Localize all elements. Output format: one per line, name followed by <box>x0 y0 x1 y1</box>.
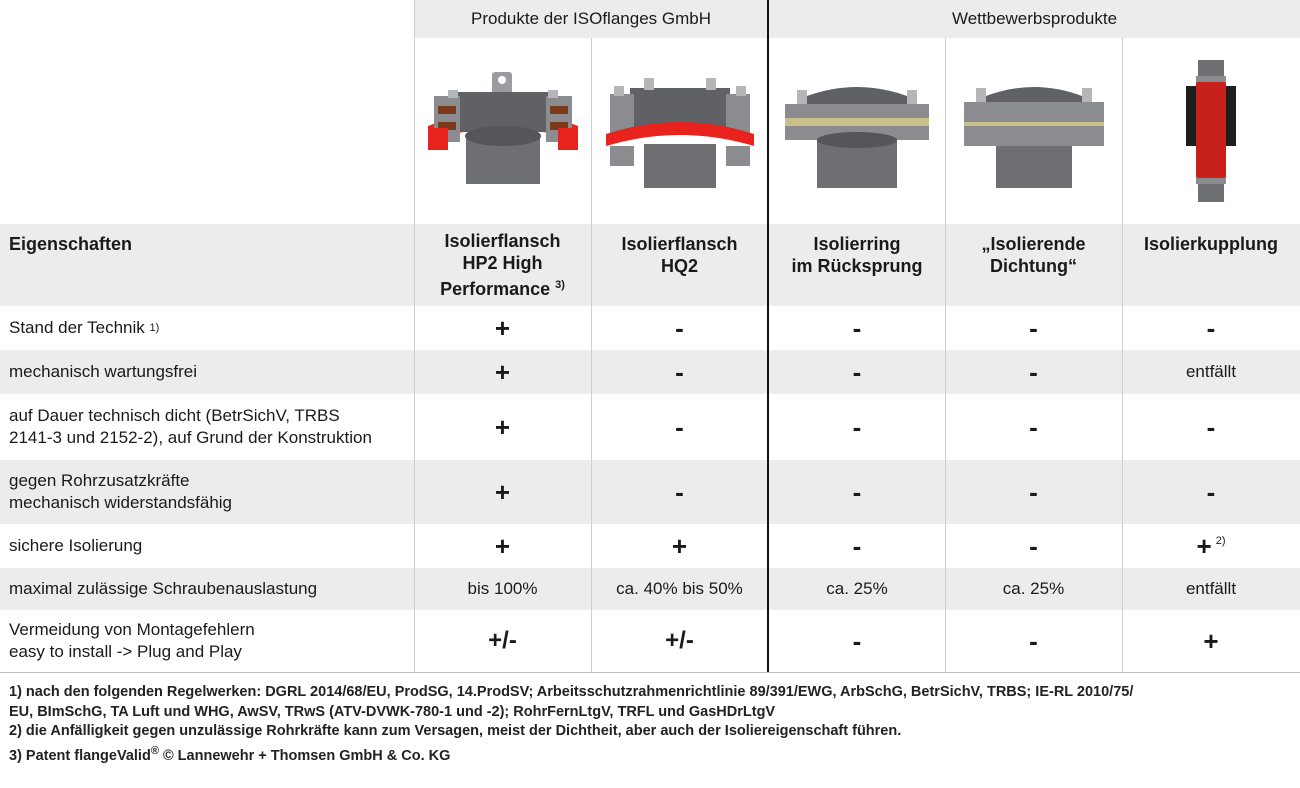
footnote-1: 1) nach den folgenden Regelwerken: DGRL 2014/68/EU, ProdSG, 14.ProdSV; Arbeitsschutzrahmenrichtlinie 89/391/EWG, ArbSchG, BetrSichV, TRBS; IE-RL 2010/75/ <box>9 684 1134 700</box>
cell-value: ca. 25% <box>1002 579 1065 598</box>
col-header-hq2: Isolierflansch HQ2 <box>621 234 738 276</box>
cell-value: - <box>852 477 862 507</box>
group-divider <box>767 0 769 672</box>
cell-value: - <box>852 531 862 561</box>
cell-value: - <box>675 412 684 442</box>
footnote-3: 3) Patent flangeValid® © Lannewehr + Thomsen GmbH & Co. KG <box>9 744 451 764</box>
cell-value: - <box>1029 477 1038 507</box>
row-label: Stand der Technik <box>9 318 145 337</box>
cell-value: - <box>675 477 684 507</box>
col-header-gasket: „Isolierende Dichtung“ <box>981 234 1086 276</box>
table-bottom-border <box>0 672 1300 673</box>
cell-value: + <box>494 412 511 442</box>
footnote-1-cont: EU, BImSchG, TA Luft und WHG, AwSV, TRwS (ATV-DVWK-780-1 und -2); RohrFernLtgV, TRFL und GasHDrLtgV <box>9 703 776 720</box>
cell-value: - <box>1029 626 1038 656</box>
cell-value: - <box>1029 531 1038 561</box>
cell-value: - <box>852 313 862 343</box>
column-divider <box>414 0 415 672</box>
row-label: auf Dauer technisch dicht (BetrSichV, TRBS 2141-3 und 2152-2), auf Grund der Konstruktion <box>9 406 372 447</box>
table-row <box>0 568 1300 610</box>
cell-value: entfällt <box>1185 579 1237 598</box>
column-divider <box>1122 38 1123 672</box>
cell-value: - <box>675 357 684 387</box>
insulating-coupling-icon <box>1166 56 1256 206</box>
product-image-hp2 <box>414 38 591 224</box>
flange-hq2-icon <box>600 66 760 196</box>
row-label: gegen Rohrzusatzkräfte mechanisch widerstandsfähig <box>9 471 233 512</box>
row-label: Vermeidung von Montagefehlern easy to install -> Plug and Play <box>9 620 255 661</box>
cell-value: + <box>1203 626 1219 656</box>
cell-value: + <box>494 531 511 561</box>
cell-value: ca. 40% bis 50% <box>616 579 743 598</box>
cell-value: - <box>852 412 862 442</box>
table-row: Stand der Technik 1) + - - - - <box>0 306 1300 350</box>
cell-value: - <box>1206 477 1216 507</box>
cell-value: + <box>494 313 511 343</box>
cell-value: +/- <box>488 627 517 654</box>
table-row <box>0 350 1300 394</box>
row-label: maximal zulässige Schraubenauslastung <box>9 579 318 598</box>
column-divider <box>945 38 946 672</box>
cell-value: - <box>852 626 862 656</box>
insulating-gasket-icon <box>954 66 1114 196</box>
footnote-2: 2) die Anfälligkeit gegen unzulässige Rohrkräfte kann zum Versagen, meist der Dichtheit, aber auch der Isoliereigenschaft führen. <box>9 723 902 739</box>
properties-header: Eigenschaften <box>9 234 133 254</box>
group-own-products <box>414 0 768 38</box>
row-label: sichere Isolierung <box>9 536 143 555</box>
product-image-hq2 <box>591 38 768 224</box>
cell-value: + <box>671 531 688 561</box>
cell-value: - <box>1029 412 1038 442</box>
flange-hp2-icon <box>418 66 588 196</box>
cell-value: bis 100% <box>467 579 538 598</box>
group-competitor-products <box>769 0 1300 38</box>
group-competitor-label: Wettbewerbsprodukte <box>951 9 1118 28</box>
cell-value: + <box>494 477 511 507</box>
footnotes <box>9 683 1294 766</box>
product-image-ring <box>769 38 945 224</box>
product-image-coupling <box>1122 38 1300 224</box>
cell-value: - <box>1029 357 1038 387</box>
cell-value: + <box>494 357 511 387</box>
col-header-hp2: Isolierflansch HP2 High Performance $^{3)}$ <box>440 231 565 299</box>
cell-value: + $^{2)}$ <box>1196 531 1226 561</box>
cell-value: - <box>675 313 684 343</box>
col-header-ring: Isolierring im Rücksprung <box>791 234 923 276</box>
group-own-label: Produkte der ISOflanges GmbH <box>470 9 711 28</box>
table-row <box>0 394 1300 460</box>
product-image-gasket <box>945 38 1122 224</box>
table-row <box>0 610 1300 672</box>
cell-value: - <box>852 357 862 387</box>
cell-value: entfällt <box>1185 362 1237 381</box>
table-row <box>0 524 1300 568</box>
cell-value: +/- <box>665 627 694 654</box>
cell-value: - <box>1206 412 1216 442</box>
insulating-ring-icon <box>777 66 937 196</box>
cell-value: ca. 25% <box>826 579 888 598</box>
cell-value: - <box>1206 313 1216 343</box>
column-divider <box>591 38 592 672</box>
header-row <box>0 224 1300 306</box>
col-header-coupling: Isolierkupplung <box>1143 234 1278 254</box>
row-label: mechanisch wartungsfrei <box>9 362 198 381</box>
cell-value: - <box>1029 313 1038 343</box>
table-row <box>0 460 1300 524</box>
